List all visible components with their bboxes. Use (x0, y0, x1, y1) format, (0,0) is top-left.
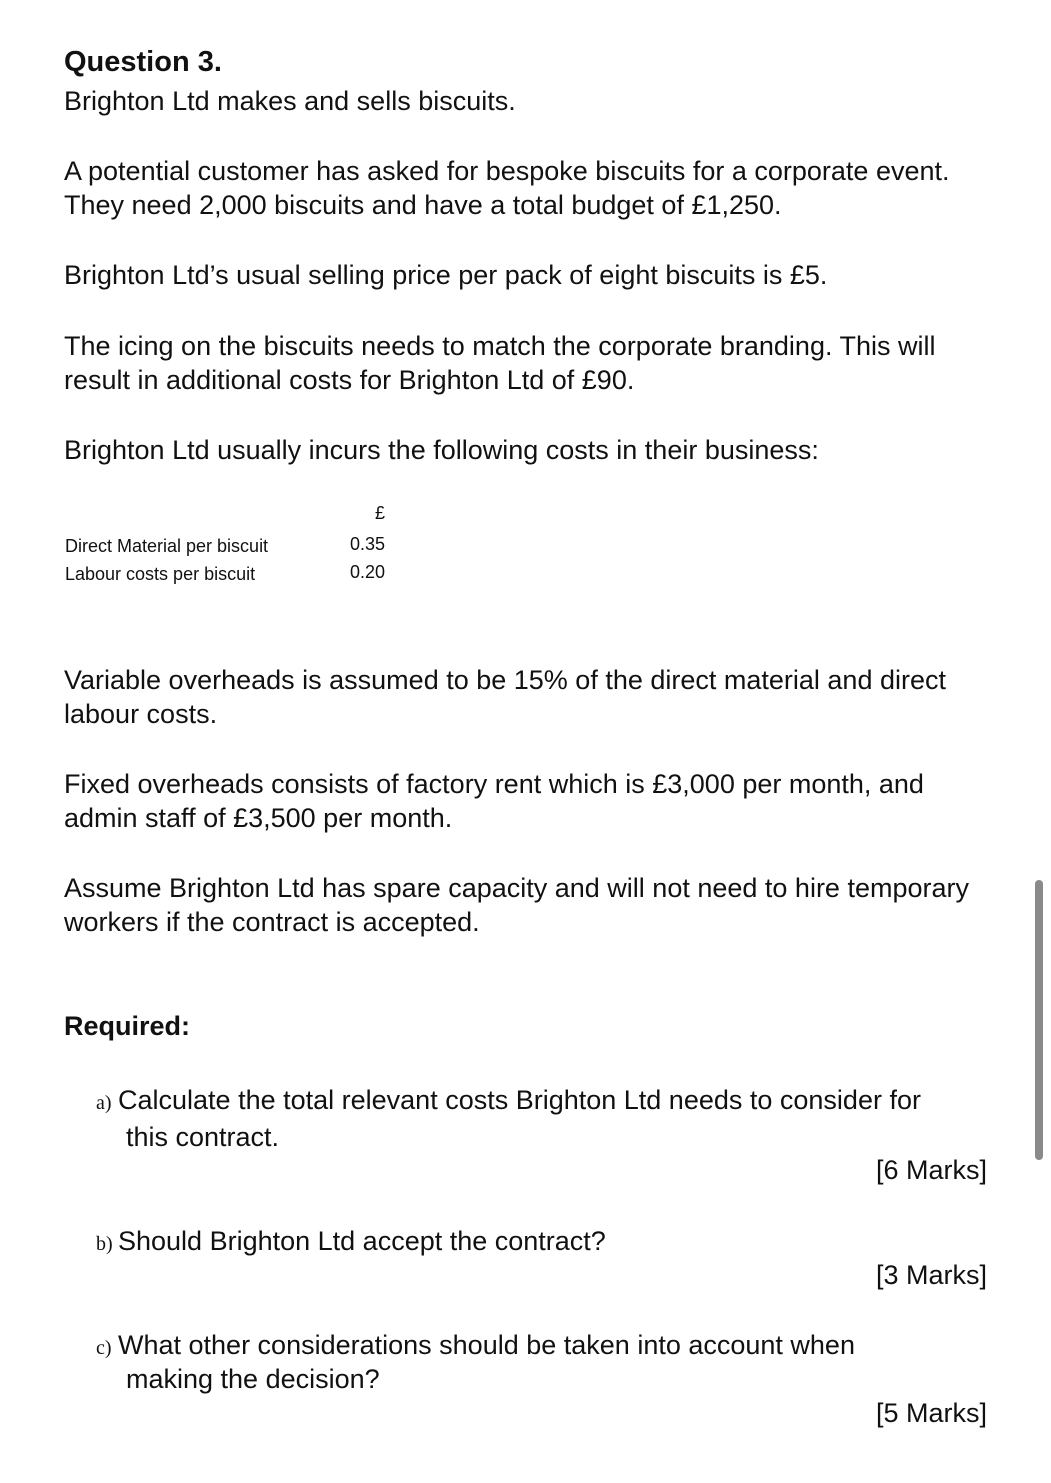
question-line: What other considerations should be taken into account when (118, 1330, 855, 1360)
marks-label: [5 Marks] (875, 1398, 987, 1428)
paragraph-customer-request: A potential customer has asked for bespoke biscuits for a corporate event. They need 2,000 biscuits and have a total budget of £1,250. (64, 156, 950, 220)
intro-text: Brighton Ltd makes and sells biscuits. (64, 86, 516, 116)
question-title: Question 3. (64, 46, 222, 78)
paragraph-variable-overheads: Variable overheads is assumed to be 15% of the direct material and direct labour costs. (64, 665, 946, 729)
question-b-text (118, 1223, 998, 1260)
question-marker: a) (96, 1092, 112, 1114)
question-a-text (118, 1082, 998, 1156)
paragraph-selling-price: Brighton Ltd’s usual selling price per pack of eight biscuits is £5. (64, 260, 828, 290)
scrollbar[interactable] (1035, 880, 1043, 1160)
question-line: this contract. (126, 1122, 280, 1152)
question-line: making the decision? (126, 1364, 380, 1394)
paragraph-usual-costs: Brighton Ltd usually incurs the following costs in their business: (64, 435, 819, 465)
question-c-text (118, 1327, 998, 1398)
cost-table-row-label: Labour costs per biscuit (65, 564, 256, 584)
cost-table-row-value: 0.20 (350, 562, 386, 582)
cost-table-row-value: 0.35 (350, 534, 386, 554)
cost-table-currency-header: £ (375, 503, 386, 523)
marks-label: [6 Marks] (875, 1155, 987, 1185)
paragraph-spare-capacity: Assume Brighton Ltd has spare capacity and will not need to hire temporary workers if the contract is accepted. (64, 873, 969, 937)
paragraph-icing-costs: The icing on the biscuits needs to match the corporate branding. This will result in additional costs for Brighton Ltd of £90. (64, 331, 936, 395)
question-line: Should Brighton Ltd accept the contract? (118, 1226, 606, 1256)
question-line: Calculate the total relevant costs Brighton Ltd needs to consider for (118, 1085, 921, 1115)
question-marker: b) (96, 1233, 113, 1255)
paragraph-fixed-overheads: Fixed overheads consists of factory rent which is £3,000 per month, and admin staff of £3,500 per month. (64, 769, 924, 833)
question-marker: c) (96, 1337, 112, 1359)
cost-table-row-label: Direct Material per biscuit (65, 536, 269, 556)
marks-label: [3 Marks] (875, 1260, 987, 1290)
required-heading: Required: (64, 1011, 191, 1041)
